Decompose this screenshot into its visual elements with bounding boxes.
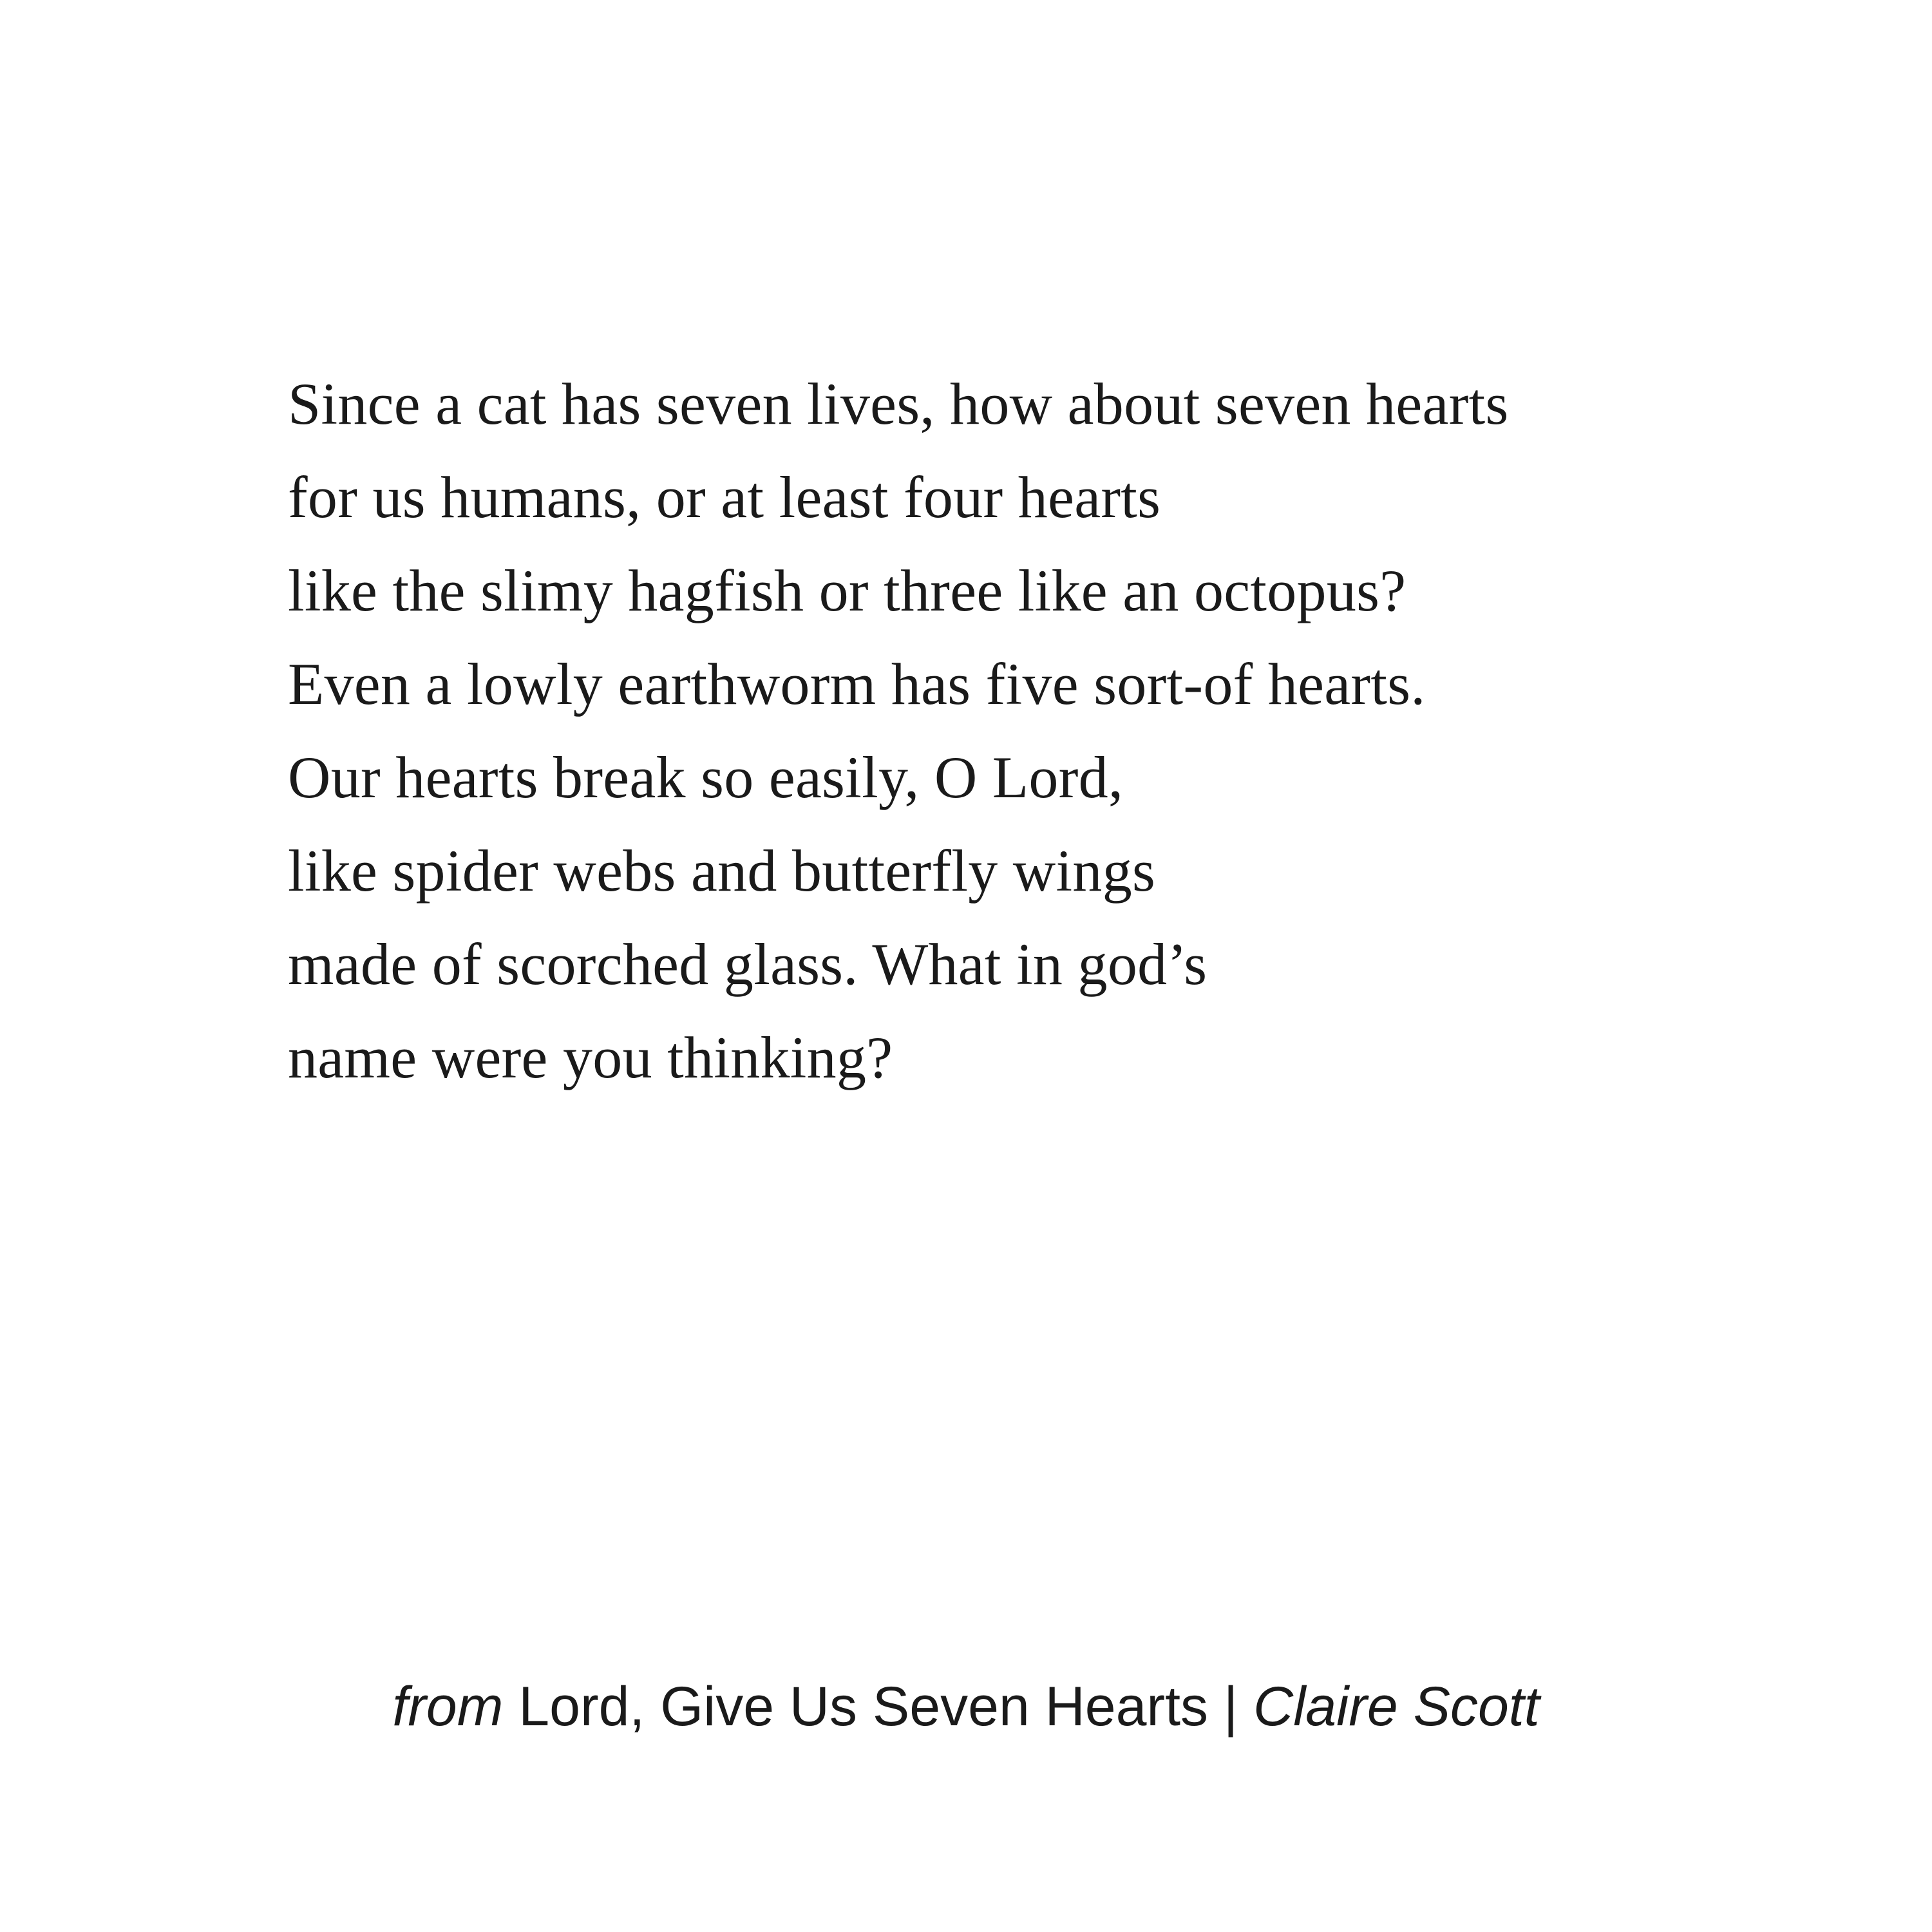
- poem-line: Even a lowly earthworm has five sort-of hearts.: [288, 651, 1426, 717]
- attribution-title: Lord, Give Us Seven Hearts |: [503, 1676, 1254, 1738]
- poem-line: made of scorched glass. What in god’s: [288, 931, 1208, 997]
- poem-line: for us humans, or at least four hearts: [288, 464, 1161, 530]
- attribution: [0, 1668, 1932, 1745]
- poem-text: [288, 357, 1769, 1104]
- poem-line: name were you thinking?: [288, 1025, 893, 1090]
- poem-line: Since a cat has seven lives, how about seven hearts: [288, 371, 1509, 437]
- poem-line: like spider webs and butterfly wings: [288, 838, 1156, 904]
- attribution-prefix: from: [392, 1676, 504, 1738]
- attribution-author: Claire Scott: [1253, 1676, 1540, 1738]
- poem-line: Our hearts break so easily, O Lord,: [288, 744, 1124, 810]
- poem-line: like the slimy hagfish or three like an octopus?: [288, 558, 1406, 623]
